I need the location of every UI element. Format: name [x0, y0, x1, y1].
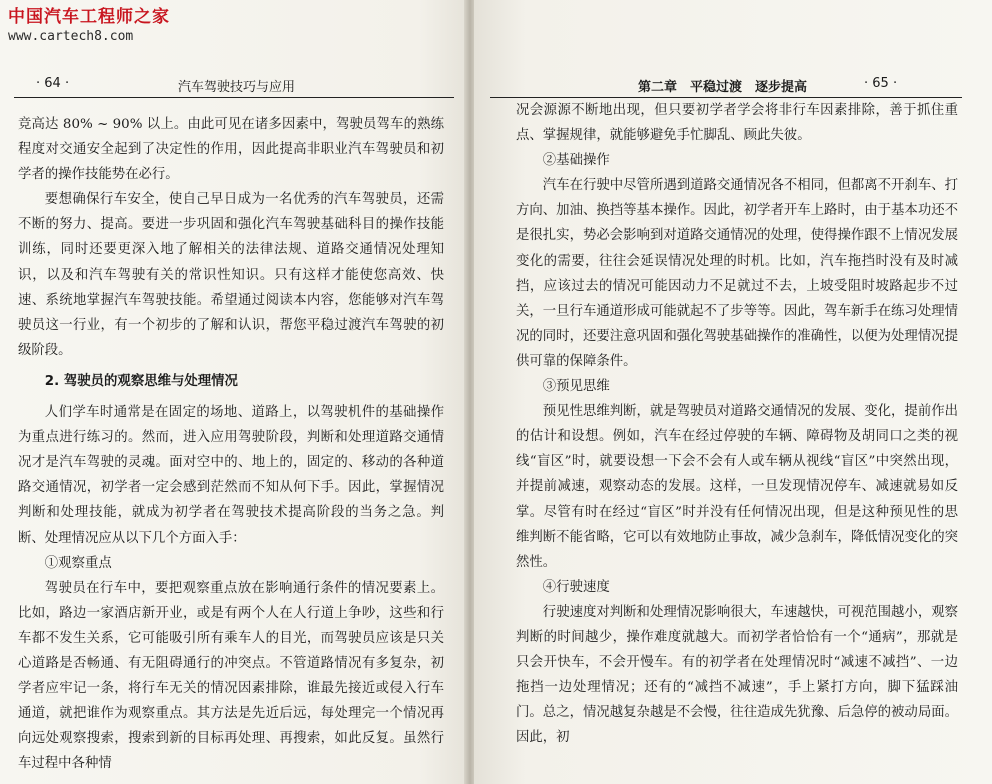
- paragraph: 人们学车时通常是在固定的场地、道路上，以驾驶机件的基础操作为重点进行练习的。然而，进入应用驾驶阶段，判断和处理道路交通情况才是汽车驾驶的灵魂。面对空中的、地上的，固定的、移动的各种道路交通情况，初学者一定会感到茫然而不知从何下手。因此，掌握情况判断和处理技能，就成为初学者在驾驶技术提高阶段的当务之急。判断、处理情况应从以下几个方面入手：: [18, 405, 444, 546]
- left-header-rule: [14, 97, 454, 98]
- subsection-heading: ③预见思维: [542, 379, 610, 395]
- paragraph: 况会源源不断地出现，但只要初学者学会将非行车因素排除，善于抓住重点、掌握规律，就能够避免手忙脚乱、顾此失彼。: [516, 103, 958, 144]
- left-page-header: [14, 76, 454, 96]
- watermark: [8, 6, 170, 45]
- right-page-header: [490, 76, 962, 96]
- subsection-heading: ①观察重点: [44, 555, 112, 571]
- subsection-heading: ②基础操作: [542, 153, 610, 169]
- right-running-title: 第二章 平稳过渡 逐步提高: [638, 80, 808, 95]
- section-heading: 2. 驾驶员的观察思维与处理情况: [44, 373, 238, 389]
- paragraph: 汽车在行驶中尽管所遇到道路交通情况各不相同，但都离不开刹车、打方向、加油、换挡等基本操作。因此，初学者开车上路时，由于基本功还不是很扎实，势必会影响到对道路交通情况的处理，使得操作跟不上情况发展变化的需要，往往会延误情况处理的时机。比如，汽车拖挡时没有及时减挡，应该过去的情况可能因动力不足就过不去，上坡受阻时坡路起步不过关，一旦行车通道形成可能就起不了步等等。因此，驾车新手在练习处理情况的同时，还要注意巩固和强化驾驶基础操作的准确性，以便为处理情况提供可靠的保障条件。: [516, 178, 958, 369]
- left-page-body: [18, 112, 444, 776]
- left-running-title: 汽车驾驶技巧与应用: [178, 80, 296, 95]
- left-page-number: · 64 ·: [36, 76, 70, 91]
- right-page-number: · 65 ·: [864, 76, 898, 91]
- paragraph: 预见性思维判断，就是驾驶员对道路交通情况的发展、变化，提前作出的估计和设想。例如，汽车在经过停驶的车辆、障碍物及胡同口之类的视线“盲区”时，就要设想一下会不会有人或车辆从视线“盲区”中突然出现，并提前减速，观察动态的发展。这样，一旦发现情况停车、减速就易如反掌。尽管有时在经过“盲区”时并没有任何情况出现，但是这种预见性的思维判断不能省略，它可以有效地防止事故，减少急刹车，降低情况变化的突然性。: [516, 404, 958, 570]
- watermark-url: www.cartech8.com: [8, 29, 134, 44]
- watermark-site-name: 中国汽车工程师之家: [8, 7, 170, 27]
- right-page-body: [516, 98, 958, 750]
- left-page: [0, 0, 466, 784]
- right-page: [474, 0, 992, 784]
- subsection-heading: ④行驶速度: [542, 579, 610, 595]
- paragraph: 驾驶员在行车中，要把观察重点放在影响通行条件的情况要素上。比如，路边一家酒店新开业，或是有两个人在人行道上争吵，这些和行车都不发生关系，它可能吸引所有乘车人的目光，而驾驶员应该是只关心道路是否畅通、有无阻碍通行的冲突点。不管道路情况有多复杂，初学者应牢记一条，将行车无关的情况因素排除，谁最先接近或侵入行车通道，就把谁作为观察重点。其方法是先近后远，每处理完一个情况再向远处观察搜索，搜索到新的目标再处理、再搜索，如此反复。虽然行车过程中各种情: [18, 580, 444, 772]
- paragraph: 行驶速度对判断和处理情况影响很大，车速越快，可视范围越小，观察判断的时间越少，操作难度就越大。而初学者恰恰有一个“通病”，那就是只会开快车，不会开慢车。有的初学者在处理情况时“减速不减挡”、一边拖挡一边处理情况；还有的“减挡不减速”，手上紧打方向，脚下猛踩油门。总之，情况越复杂越是不会慢，往往造成先犹豫、后急停的被动局面。因此，初: [516, 604, 958, 746]
- paragraph: 要想确保行车安全，使自己早日成为一名优秀的汽车驾驶员，还需不断的努力、提高。要进一步巩固和强化汽车驾驶基础科目的操作技能训练，同时还要更深入地了解相关的法律法规、道路交通情况处理知识，以及和汽车驾驶有关的常识性知识。只有这样才能使您高效、快速、系统地掌握汽车驾驶技能。希望通过阅读本内容，您能够对汽车驾驶员这一行业，有一个初步的了解和认识，帮您平稳过渡汽车驾驶的初级阶段。: [18, 192, 444, 358]
- paragraph: 竞高达 80% ~ 90% 以上。由此可见在诸多因素中，驾驶员驾车的熟练程度对交通安全起到了决定性的作用，因此提高非职业汽车驾驶员和初学者的操作技能势在必行。: [18, 117, 444, 183]
